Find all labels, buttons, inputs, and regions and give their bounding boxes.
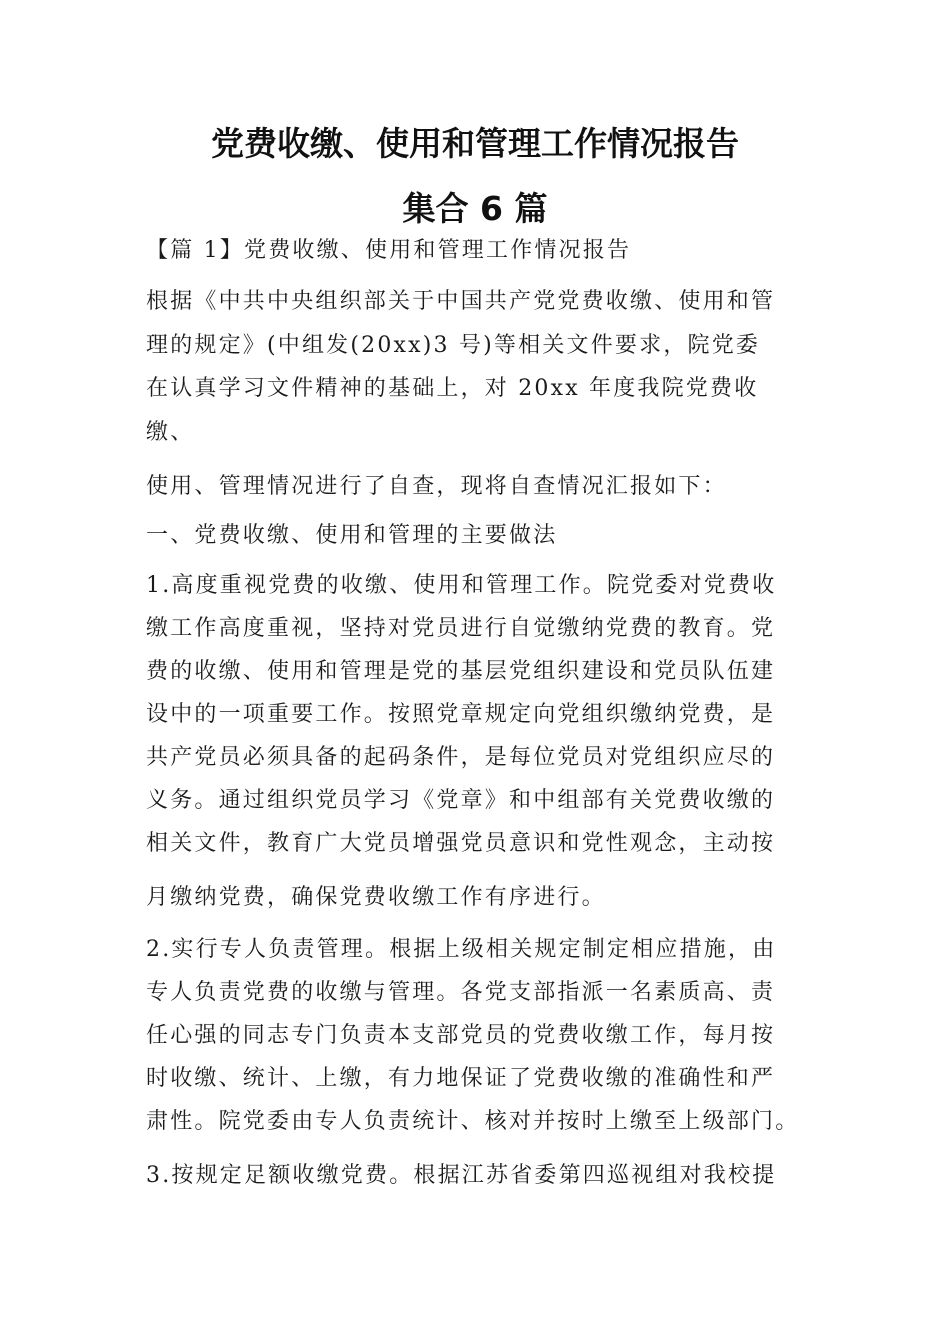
subheading: 一、党费收缴、使用和管理的主要做法 bbox=[146, 523, 558, 548]
section-heading: 【篇 1】党费收缴、使用和管理工作情况报告 bbox=[146, 238, 632, 263]
paragraph-line: 相关文件，教育广大党员增强党员意识和党性观念，主动按 bbox=[146, 831, 776, 856]
paragraph-line: 专人负责党费的收缴与管理。各党支部指派一名素质高、责 bbox=[146, 980, 776, 1005]
paragraph-line: 根据《中共中央组织部关于中国共产党党费收缴、使用和管 bbox=[146, 289, 776, 314]
paragraph-line: 费的收缴、使用和管理是党的基层党组织建设和党员队伍建 bbox=[146, 659, 776, 684]
paragraph-line: 2.实行专人负责管理。根据上级相关规定制定相应措施，由 bbox=[146, 937, 777, 962]
paragraph-line: 共产党员必须具备的起码条件，是每位党员对党组织应尽的 bbox=[146, 745, 776, 770]
paragraph-line: 任心强的同志专门负责本支部党员的党费收缴工作，每月按 bbox=[146, 1023, 776, 1048]
paragraph-line: 时收缴、统计、上缴，有力地保证了党费收缴的准确性和严 bbox=[146, 1066, 776, 1091]
paragraph-line: 3.按规定足额收缴党费。根据江苏省委第四巡视组对我校提 bbox=[146, 1163, 777, 1188]
paragraph-line: 缴、 bbox=[146, 420, 195, 445]
paragraph-line: 肃性。院党委由专人负责统计、核对并按时上缴至上级部门。 bbox=[146, 1109, 800, 1134]
paragraph-line: 月缴纳党费，确保党费收缴工作有序进行。 bbox=[146, 885, 606, 910]
paragraph-line: 1.高度重视党费的收缴、使用和管理工作。院党委对党费收 bbox=[146, 573, 777, 598]
paragraph-line: 缴工作高度重视，坚持对党员进行自觉缴纳党费的教育。党 bbox=[146, 616, 776, 641]
document-subtitle: 集合 6 篇 bbox=[402, 189, 548, 228]
paragraph-line: 在认真学习文件精神的基础上，对 20xx 年度我院党费收 bbox=[146, 376, 759, 401]
paragraph-line: 义务。通过组织党员学习《党章》和中组部有关党费收缴的 bbox=[146, 788, 776, 813]
paragraph-line: 使用、管理情况进行了自查，现将自查情况汇报如下： bbox=[146, 474, 727, 499]
paragraph-line: 设中的一项重要工作。按照党章规定向党组织缴纳党费，是 bbox=[146, 702, 776, 727]
paragraph-line: 理的规定》(中组发(20xx)3 号)等相关文件要求，院党委 bbox=[146, 333, 761, 358]
document-title: 党费收缴、使用和管理工作情况报告 bbox=[211, 124, 739, 163]
